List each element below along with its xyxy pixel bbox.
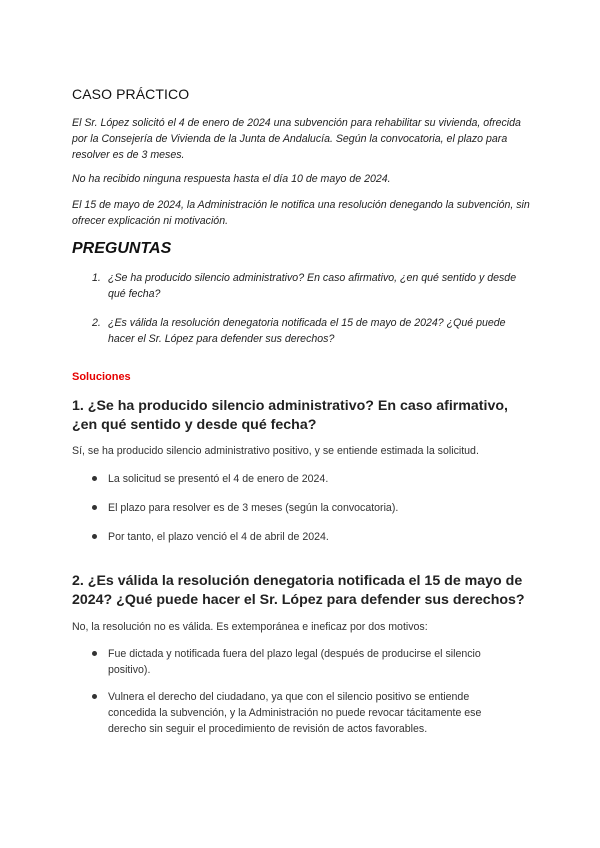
bullet-icon (92, 476, 97, 481)
question-text: ¿Es válida la resolución denegatoria notificada el 15 de mayo de 2024? ¿Qué puede hacer el Sr. López para defender sus derechos? (108, 317, 506, 345)
solutions-label: Soluciones (72, 371, 131, 383)
question-number: 1. (92, 272, 101, 284)
case-title: CASO PRÁCTICO (72, 86, 190, 102)
solution-1-heading: 1. ¿Se ha producido silencio administrativo? En caso afirmativo, ¿en qué sentido y desde qué fecha? (72, 398, 508, 433)
bullet-icon (92, 534, 97, 539)
bullet-text: Fue dictada y notificada fuera del plazo legal (después de producirse el silencio positivo). (108, 648, 481, 676)
solution-1-bullets-2 (92, 500, 512, 516)
bullet-text: La solicitud se presentó el 4 de enero de 2024. (108, 473, 329, 485)
bullet-icon (92, 505, 97, 510)
solution-1-answer: Sí, se ha producido silencio administrativo positivo, y se entiende estimada la solicitud. (72, 445, 479, 457)
bullet-item (92, 689, 512, 737)
questions-list (92, 270, 532, 302)
question-number: 2. (92, 317, 101, 329)
bullet-item (92, 529, 512, 545)
bullet-item (92, 500, 512, 516)
question-text: ¿Se ha producido silencio administrativo? En caso afirmativo, ¿en qué sentido y desde qué fecha? (108, 272, 517, 300)
solution-2-bullets-2 (92, 689, 512, 737)
bullet-item (92, 471, 512, 487)
bullet-item (92, 646, 512, 678)
case-paragraph-3: El 15 de mayo de 2024, la Administración le notifica una resolución denegando la subvención, sin ofrecer explicación ni motivación. (72, 199, 530, 227)
question-item (92, 270, 532, 302)
bullet-icon (92, 694, 97, 699)
bullet-text: Vulnera el derecho del ciudadano, ya que con el silencio positivo se entiende concedida la subvención, y la Administración no puede revocar tácitamente ese derecho sin seguir el procedimiento de revisión de actos favorables. (108, 691, 482, 735)
questions-heading: PREGUNTAS (72, 240, 172, 257)
solution-2-bullets (92, 646, 512, 678)
case-paragraph-1: El Sr. López solicitó el 4 de enero de 2024 una subvención para rehabilitar su vivienda, ofrecida por la Consejería de Vivienda de la Junta de Andalucía. Según la convocatoria, el plazo para resolver es de 3 meses. (72, 117, 521, 161)
bullet-icon (92, 651, 97, 656)
solution-1-bullets (92, 471, 512, 487)
solution-2-heading: 2. ¿Es válida la resolución denegatoria notificada el 15 de mayo de 2024? ¿Qué puede hacer el Sr. López para defender sus derechos? (72, 573, 525, 608)
case-paragraph-2: No ha recibido ninguna respuesta hasta el día 10 de mayo de 2024. (72, 173, 391, 185)
bullet-text: Por tanto, el plazo venció el 4 de abril de 2024. (108, 531, 329, 543)
bullet-text: El plazo para resolver es de 3 meses (según la convocatoria). (108, 502, 399, 514)
solution-2-answer: No, la resolución no es válida. Es extemporánea e ineficaz por dos motivos: (72, 621, 428, 633)
questions-list-2 (92, 315, 532, 347)
question-item (92, 315, 532, 347)
solution-1-bullets-3 (92, 529, 512, 545)
